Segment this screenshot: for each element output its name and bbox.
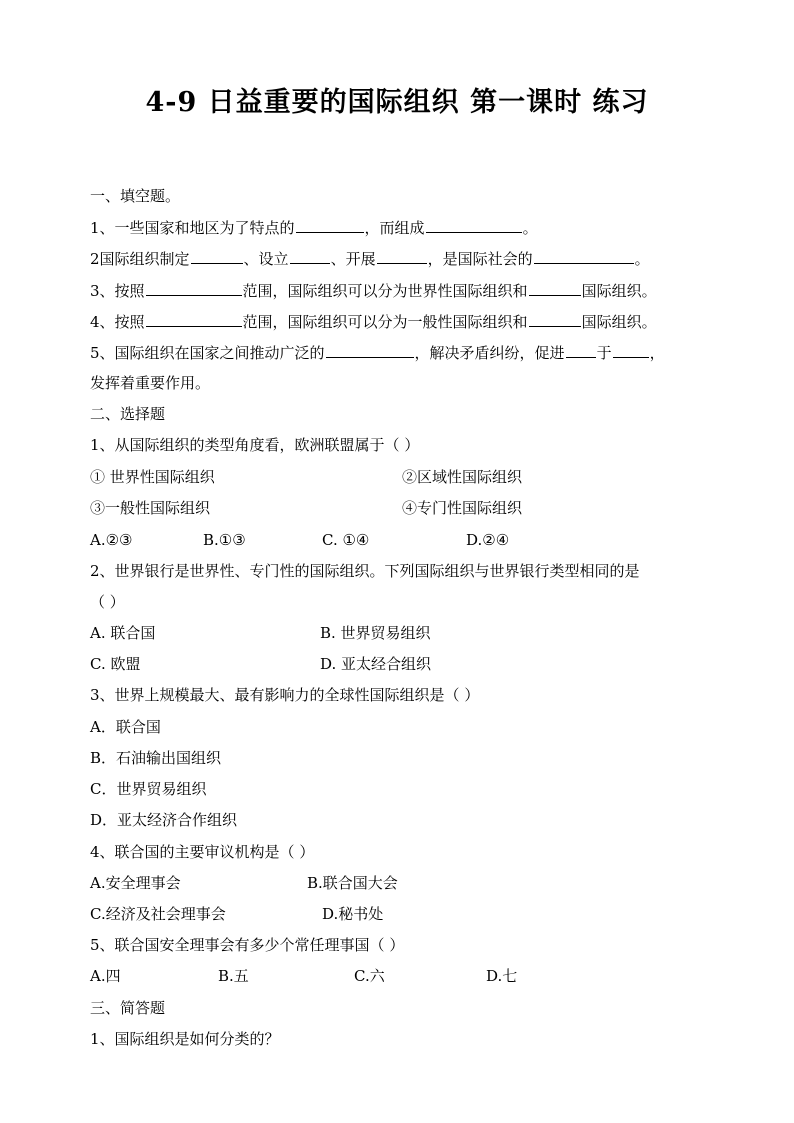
choice-c[interactable]: C．世界贸易组织 — [90, 780, 207, 798]
option-item: ④专门性国际组织 — [402, 499, 523, 517]
choice-a[interactable]: A. 联合国 — [90, 624, 156, 642]
choice-a[interactable]: A．联合国 — [90, 718, 161, 736]
option-item: ③一般性国际组织 — [90, 499, 211, 517]
short-answer-question-1: 1、国际组织是如何分类的？ — [90, 1030, 280, 1048]
choice-b[interactable]: B. 世界贸易组织 — [320, 624, 431, 642]
choice-question-3-stem: 3、世界上规模最大、最有影响力的全球性国际组织是（ ） — [90, 686, 480, 704]
choice-question-2-stem: 2、世界银行是世界性、专门性的国际组织。下列国际组织与世界银行类型相同的是 — [90, 562, 640, 580]
option-item: ②区域性国际组织 — [402, 468, 523, 486]
blank[interactable] — [290, 248, 330, 264]
blank[interactable] — [377, 248, 427, 264]
choice-d[interactable]: D.七 — [486, 967, 518, 985]
blank[interactable] — [146, 311, 242, 327]
blank[interactable] — [326, 342, 414, 358]
fill-question-1: 1、一些国家和地区为了特点的 ，而组成 。 — [90, 219, 538, 237]
choice-d[interactable]: D. 亚太经合组织 — [320, 655, 432, 673]
choice-c[interactable]: C. ①④ — [322, 531, 370, 549]
choice-c[interactable]: C.经济及社会理事会 — [90, 905, 226, 923]
blank[interactable] — [191, 248, 243, 264]
choice-c[interactable]: C.六 — [354, 967, 385, 985]
choice-b[interactable]: B.①③ — [203, 531, 246, 549]
choice-question-2-paren: （ ） — [90, 593, 125, 611]
choice-question-1-stem: 1、从国际组织的类型角度看，欧洲联盟属于（ ） — [90, 436, 420, 454]
choice-question-4-stem: 4、联合国的主要审议机构是（ ） — [90, 843, 315, 861]
section3-heading: 三、简答题 — [90, 999, 166, 1017]
blank[interactable] — [529, 280, 581, 296]
fill-question-4: 4、按照 范围，国际组织可以分为一般性国际组织和 国际组织。 — [90, 313, 657, 331]
fill-question-3: 3、按照 范围，国际组织可以分为世界性国际组织和 国际组织。 — [90, 282, 657, 300]
choice-c[interactable]: C. 欧盟 — [90, 655, 141, 673]
fill-question-2: 2国际组织制定 、设立 、开展 ，是国际社会的 。 — [90, 250, 650, 268]
section2-heading: 二、选择题 — [90, 405, 166, 423]
fill-question-5: 5、国际组织在国家之间推动广泛的 ，解决矛盾纠纷，促进 于 ， — [90, 344, 665, 362]
worksheet-title: 4-9 日益重要的国际组织 第一课时 练习 — [145, 87, 649, 118]
blank[interactable] — [566, 342, 596, 358]
choice-question-5-stem: 5、联合国安全理事会有多少个常任理事国（ ） — [90, 936, 405, 954]
blank[interactable] — [534, 248, 634, 264]
blank[interactable] — [426, 217, 522, 233]
choice-b[interactable]: B.联合国大会 — [307, 874, 398, 892]
choice-d[interactable]: D．亚太经济合作组织 — [90, 811, 238, 829]
choice-b[interactable]: B.五 — [218, 967, 249, 985]
section1-heading: 一、填空题。 — [90, 187, 181, 205]
choice-a[interactable]: A.四 — [90, 967, 121, 985]
choice-b[interactable]: B．石油输出国组织 — [90, 749, 222, 767]
choice-a[interactable]: A.②③ — [90, 531, 133, 549]
blank[interactable] — [613, 342, 649, 358]
blank[interactable] — [529, 311, 581, 327]
blank[interactable] — [146, 280, 242, 296]
blank[interactable] — [296, 217, 364, 233]
choice-a[interactable]: A.安全理事会 — [90, 874, 181, 892]
option-item: ① 世界性国际组织 — [90, 468, 215, 486]
fill-question-5-cont: 发挥着重要作用。 — [90, 374, 211, 392]
choice-d[interactable]: D.秘书处 — [322, 905, 384, 923]
choice-d[interactable]: D.②④ — [466, 531, 510, 549]
